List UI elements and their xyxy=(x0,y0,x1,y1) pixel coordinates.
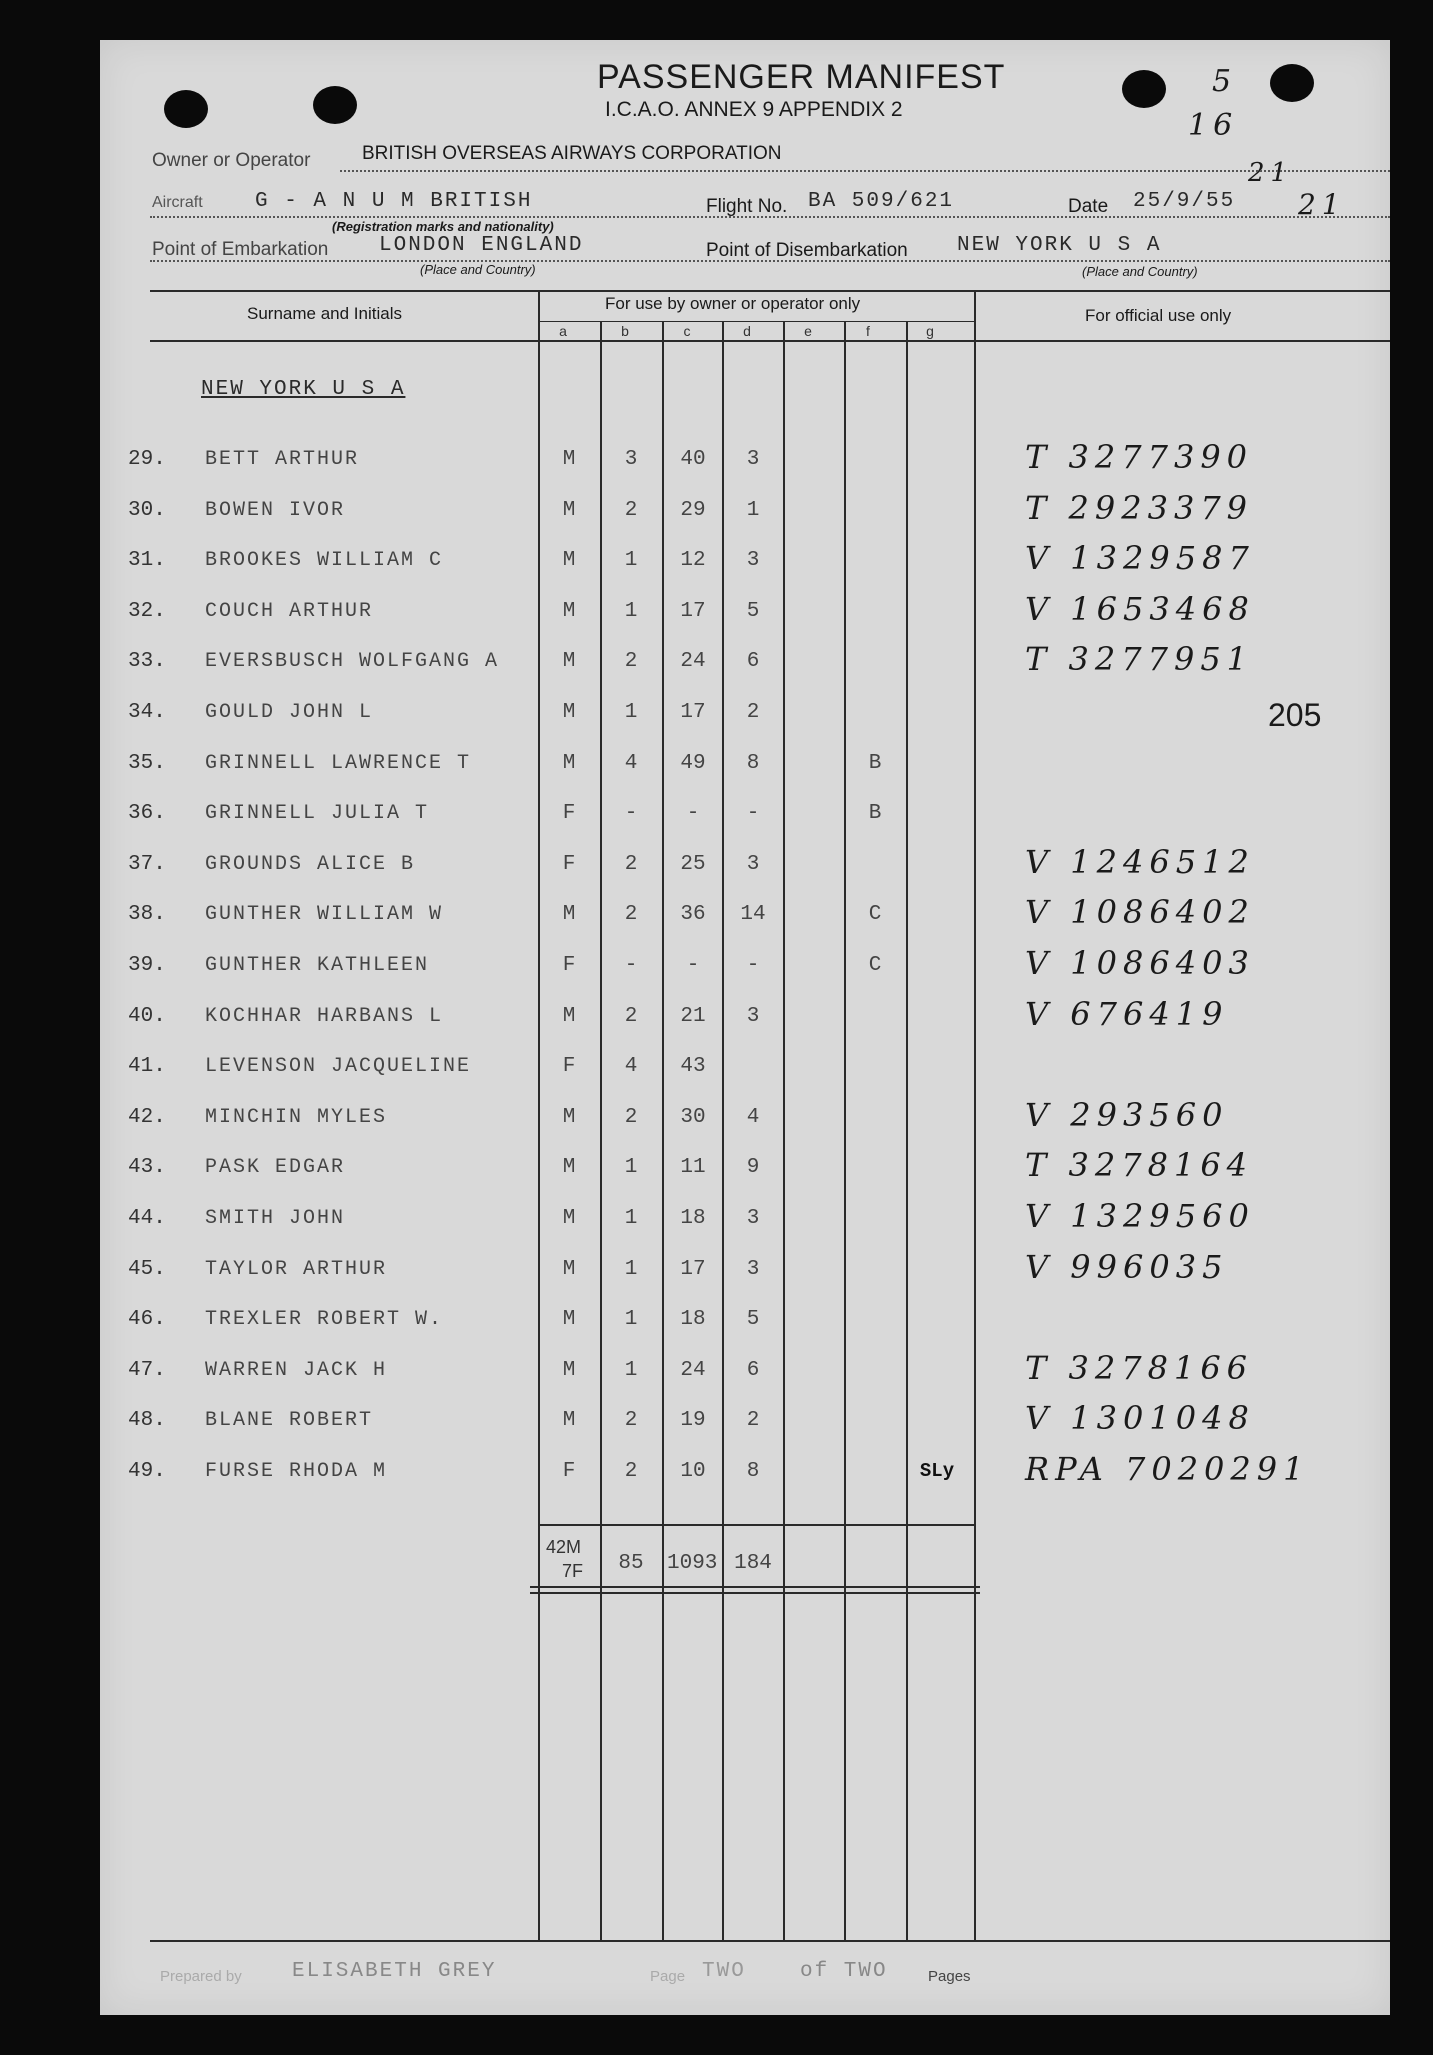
header-bottom-rule xyxy=(150,340,1390,342)
cell-d: 6 xyxy=(746,650,760,673)
total-a-line2: 7F xyxy=(562,1561,584,1581)
cell-d: 5 xyxy=(746,600,760,623)
row-number: 49. xyxy=(128,1460,166,1483)
col-head-c: c xyxy=(683,323,691,339)
official-handwritten-number: T 2923379 xyxy=(1025,489,1254,527)
cell-c: 29 xyxy=(680,499,706,522)
cell-a: M xyxy=(562,1005,576,1028)
col-head-d: d xyxy=(743,323,751,339)
official-handwritten-number: V 1086403 xyxy=(1025,944,1255,982)
col-line-b-left xyxy=(600,321,602,1940)
footer-rule xyxy=(150,1940,1390,1942)
cell-a: F xyxy=(562,954,576,977)
cell-a: M xyxy=(562,1409,576,1432)
cell-a: M xyxy=(562,448,576,471)
cell-d: 3 xyxy=(746,1207,760,1230)
cell-c: - xyxy=(686,802,700,825)
col-head-e: e xyxy=(804,323,812,339)
prepared-value: ELISABETH GREY xyxy=(292,1960,497,1983)
date-label: Date xyxy=(1068,196,1109,217)
punch-hole-left-1 xyxy=(164,90,208,128)
passenger-name: BLANE ROBERT xyxy=(205,1409,374,1432)
official-use-column-header: For official use only xyxy=(1085,306,1232,325)
cell-c: 12 xyxy=(680,549,706,572)
flight-value: BA 509/621 xyxy=(808,190,955,213)
cell-a: M xyxy=(562,701,576,724)
passenger-name: BETT ARTHUR xyxy=(205,448,360,471)
cell-d: 3 xyxy=(746,1005,760,1028)
flight-label: Flight No. xyxy=(706,196,788,217)
cell-a: M xyxy=(562,1258,576,1281)
total-c: 1093 xyxy=(667,1552,718,1575)
cell-d: 2 xyxy=(746,701,760,724)
row-number: 35. xyxy=(128,752,166,775)
cell-c: 18 xyxy=(680,1207,706,1230)
table-top-rule xyxy=(150,290,1390,292)
cell-d: 3 xyxy=(746,1258,760,1281)
page-number-stamp: 205 xyxy=(1268,697,1322,733)
passenger-name: GROUNDS ALICE B xyxy=(205,853,416,876)
cell-c: - xyxy=(686,954,700,977)
disembark-value: NEW YORK U S A xyxy=(957,234,1162,257)
of-value: of TWO xyxy=(800,1960,888,1983)
cell-d: 14 xyxy=(740,903,766,926)
punch-hole-right-1 xyxy=(1122,70,1166,108)
cell-a: M xyxy=(562,549,576,572)
cell-a: M xyxy=(562,600,576,623)
official-handwritten-number: T 3278166 xyxy=(1025,1349,1254,1387)
passenger-name: BOWEN IVOR xyxy=(205,499,346,522)
owner-line xyxy=(340,170,1390,172)
cell-c: 21 xyxy=(680,1005,706,1028)
row-number: 29. xyxy=(128,448,166,471)
cell-d: 3 xyxy=(746,448,760,471)
cell-a: F xyxy=(562,1460,576,1483)
cell-c: 18 xyxy=(680,1308,706,1331)
passenger-name: GOULD JOHN L xyxy=(205,701,374,724)
cell-a: F xyxy=(562,853,576,876)
manifest-sheet xyxy=(100,40,1390,2015)
passenger-name: LEVENSON JACQUELINE xyxy=(205,1055,472,1078)
official-handwritten-number: V 676419 xyxy=(1025,995,1229,1033)
cell-f: C xyxy=(868,954,882,977)
col-line-official-left xyxy=(974,290,976,1940)
row-number: 46. xyxy=(128,1308,166,1331)
disembark-note: (Place and Country) xyxy=(1082,264,1198,279)
official-handwritten-number: V 1086402 xyxy=(1025,893,1255,931)
row-number: 31. xyxy=(128,549,166,572)
registration-note: (Registration marks and nationality) xyxy=(332,219,554,234)
passenger-name: KOCHHAR HARBANS L xyxy=(205,1005,444,1028)
cell-d: 3 xyxy=(746,549,760,572)
aircraft-value: G - A N U M BRITISH xyxy=(255,190,533,213)
cell-c: 24 xyxy=(680,1359,706,1382)
cell-b: 2 xyxy=(624,853,638,876)
official-handwritten-number: V 1653468 xyxy=(1025,590,1255,628)
passenger-name: GRINNELL JULIA T xyxy=(205,802,430,825)
passenger-name: TREXLER ROBERT W. xyxy=(205,1308,444,1331)
totals-top-rule xyxy=(538,1524,975,1526)
cell-c: 24 xyxy=(680,650,706,673)
cell-c: 19 xyxy=(680,1409,706,1432)
official-handwritten-number: T 3277390 xyxy=(1025,438,1254,476)
cell-c: 17 xyxy=(680,1258,706,1281)
cell-c: 17 xyxy=(680,701,706,724)
cell-b: 1 xyxy=(624,1308,638,1331)
cell-b: 3 xyxy=(624,448,638,471)
cell-b: 2 xyxy=(624,499,638,522)
total-b: 85 xyxy=(618,1552,644,1575)
passenger-name: SMITH JOHN xyxy=(205,1207,346,1230)
row-number: 45. xyxy=(128,1258,166,1281)
aircraft-label: Aircraft xyxy=(152,194,203,211)
row-number: 40. xyxy=(128,1005,166,1028)
passenger-name: BROOKES WILLIAM C xyxy=(205,549,444,572)
manifest-subtitle: I.C.A.O. ANNEX 9 APPENDIX 2 xyxy=(605,98,903,121)
embark-value: LONDON ENGLAND xyxy=(379,234,584,257)
cell-a: M xyxy=(562,752,576,775)
col-head-a: a xyxy=(559,323,567,339)
row-number: 36. xyxy=(128,802,166,825)
official-handwritten-number: V 293560 xyxy=(1025,1096,1229,1134)
cell-d: 1 xyxy=(746,499,760,522)
official-handwritten-number: T 3278164 xyxy=(1025,1146,1254,1184)
cell-b: 4 xyxy=(624,1055,638,1078)
row-number: 32. xyxy=(128,600,166,623)
cell-g: SLy xyxy=(919,1460,955,1482)
cell-a: F xyxy=(562,1055,576,1078)
corner-mark-1: 5 xyxy=(1212,64,1238,99)
cell-b: 2 xyxy=(624,1005,638,1028)
cell-b: 2 xyxy=(624,650,638,673)
official-handwritten-number: T 3277951 xyxy=(1025,640,1254,678)
cell-c: 10 xyxy=(680,1460,706,1483)
pages-label: Pages xyxy=(928,1968,971,1985)
row-number: 41. xyxy=(128,1055,166,1078)
total-d: 184 xyxy=(734,1552,772,1575)
embark-note: (Place and Country) xyxy=(420,262,536,277)
cell-d: 8 xyxy=(746,752,760,775)
passenger-name: PASK EDGAR xyxy=(205,1156,346,1179)
passenger-name: FURSE RHODA M xyxy=(205,1460,388,1483)
official-handwritten-number: V 1246512 xyxy=(1025,843,1255,881)
cell-c: 17 xyxy=(680,600,706,623)
row-number: 43. xyxy=(128,1156,166,1179)
cell-c: 49 xyxy=(680,752,706,775)
owner-label: Owner or Operator xyxy=(152,150,311,171)
cell-b: 1 xyxy=(624,1258,638,1281)
page-value: TWO xyxy=(702,1960,746,1983)
corner-mark-3: 21 xyxy=(1248,158,1294,188)
cell-a: M xyxy=(562,650,576,673)
official-handwritten-number: V 1329587 xyxy=(1025,539,1255,577)
cell-b: 1 xyxy=(624,1156,638,1179)
cell-d: - xyxy=(746,954,760,977)
row-number: 39. xyxy=(128,954,166,977)
col-head-b: b xyxy=(621,323,629,339)
cell-d: 5 xyxy=(746,1308,760,1331)
cell-a: M xyxy=(562,903,576,926)
row-number: 44. xyxy=(128,1207,166,1230)
cell-a: M xyxy=(562,1308,576,1331)
cell-d: 9 xyxy=(746,1156,760,1179)
col-line-c-left xyxy=(662,321,664,1940)
row-number: 30. xyxy=(128,499,166,522)
cell-d: 2 xyxy=(746,1409,760,1432)
cell-a: M xyxy=(562,1156,576,1179)
col-head-g: g xyxy=(926,323,934,339)
embark-label: Point of Embarkation xyxy=(152,239,329,260)
cell-b: 1 xyxy=(624,1207,638,1230)
cell-c: 11 xyxy=(680,1156,706,1179)
cell-a: M xyxy=(562,1359,576,1382)
embark-line xyxy=(150,260,1390,262)
cell-c: 40 xyxy=(680,448,706,471)
cell-d: 6 xyxy=(746,1359,760,1382)
punch-hole-right-2 xyxy=(1270,64,1314,102)
cell-f: B xyxy=(868,752,882,775)
cell-f: B xyxy=(868,802,882,825)
cell-b: 4 xyxy=(624,752,638,775)
passenger-name: TAYLOR ARTHUR xyxy=(205,1258,388,1281)
cell-c: 25 xyxy=(680,853,706,876)
col-line-f-left xyxy=(844,321,846,1940)
cell-d: 3 xyxy=(746,853,760,876)
page-label: Page xyxy=(650,1968,686,1985)
cell-b: 1 xyxy=(624,1359,638,1382)
aircraft-line xyxy=(150,216,1390,218)
row-number: 47. xyxy=(128,1359,166,1382)
cell-a: M xyxy=(562,499,576,522)
row-number: 37. xyxy=(128,853,166,876)
passenger-name: GUNTHER WILLIAM W xyxy=(205,903,444,926)
passenger-name: GRINNELL LAWRENCE T xyxy=(205,752,472,775)
punch-hole-left-2 xyxy=(313,86,357,124)
owner-value: BRITISH OVERSEAS AIRWAYS CORPORATION xyxy=(362,143,782,164)
prepared-label: Prepared by xyxy=(160,1968,242,1985)
cell-a: M xyxy=(562,1106,576,1129)
date-value: 25/9/55 xyxy=(1133,190,1236,213)
cell-b: 2 xyxy=(624,1460,638,1483)
cell-a: M xyxy=(562,1207,576,1230)
cell-b: - xyxy=(624,802,638,825)
subheader-rule xyxy=(540,321,976,322)
cell-b: 2 xyxy=(624,903,638,926)
official-handwritten-number: V 1329560 xyxy=(1025,1197,1255,1235)
passenger-name: WARREN JACK H xyxy=(205,1359,388,1382)
col-head-f: f xyxy=(866,323,870,339)
col-line-a-left xyxy=(538,290,540,1940)
destination-heading: NEW YORK U S A xyxy=(201,378,406,401)
official-handwritten-number: V 996035 xyxy=(1025,1248,1229,1286)
cell-b: 1 xyxy=(624,549,638,572)
passenger-name: GUNTHER KATHLEEN xyxy=(205,954,430,977)
official-handwritten-number: RPA 7020291 xyxy=(1025,1450,1310,1488)
row-number: 34. xyxy=(128,701,166,724)
official-handwritten-number: V 1301048 xyxy=(1025,1399,1255,1437)
corner-mark-4: 21 xyxy=(1298,188,1346,221)
cell-a: F xyxy=(562,802,576,825)
cell-b: 1 xyxy=(624,701,638,724)
row-number: 42. xyxy=(128,1106,166,1129)
cell-b: 2 xyxy=(624,1409,638,1432)
cell-b: 1 xyxy=(624,600,638,623)
totals-double-rule-2 xyxy=(530,1592,980,1594)
row-number: 33. xyxy=(128,650,166,673)
cell-d: - xyxy=(746,802,760,825)
col-line-e-left xyxy=(783,321,785,1940)
passenger-name: COUCH ARTHUR xyxy=(205,600,374,623)
cell-c: 43 xyxy=(680,1055,706,1078)
cell-d: 4 xyxy=(746,1106,760,1129)
passenger-name: MINCHIN MYLES xyxy=(205,1106,388,1129)
total-a-line1: 42M xyxy=(546,1537,582,1557)
cell-b: - xyxy=(624,954,638,977)
cell-c: 30 xyxy=(680,1106,706,1129)
cell-d: 8 xyxy=(746,1460,760,1483)
cell-c: 36 xyxy=(680,903,706,926)
owner-use-column-header: For use by owner or operator only xyxy=(605,294,861,313)
disembark-label: Point of Disembarkation xyxy=(706,240,908,261)
manifest-title: PASSENGER MANIFEST xyxy=(597,58,1006,96)
cell-f: C xyxy=(868,903,882,926)
surname-column-header: Surname and Initials xyxy=(247,304,402,323)
cell-b: 2 xyxy=(624,1106,638,1129)
row-number: 38. xyxy=(128,903,166,926)
col-line-d-left xyxy=(722,321,724,1940)
col-line-g-left xyxy=(906,321,908,1940)
row-number: 48. xyxy=(128,1409,166,1432)
corner-mark-2: 16 xyxy=(1188,108,1239,143)
passenger-name: EVERSBUSCH WOLFGANG A xyxy=(205,650,500,673)
totals-double-rule-1 xyxy=(530,1586,980,1588)
